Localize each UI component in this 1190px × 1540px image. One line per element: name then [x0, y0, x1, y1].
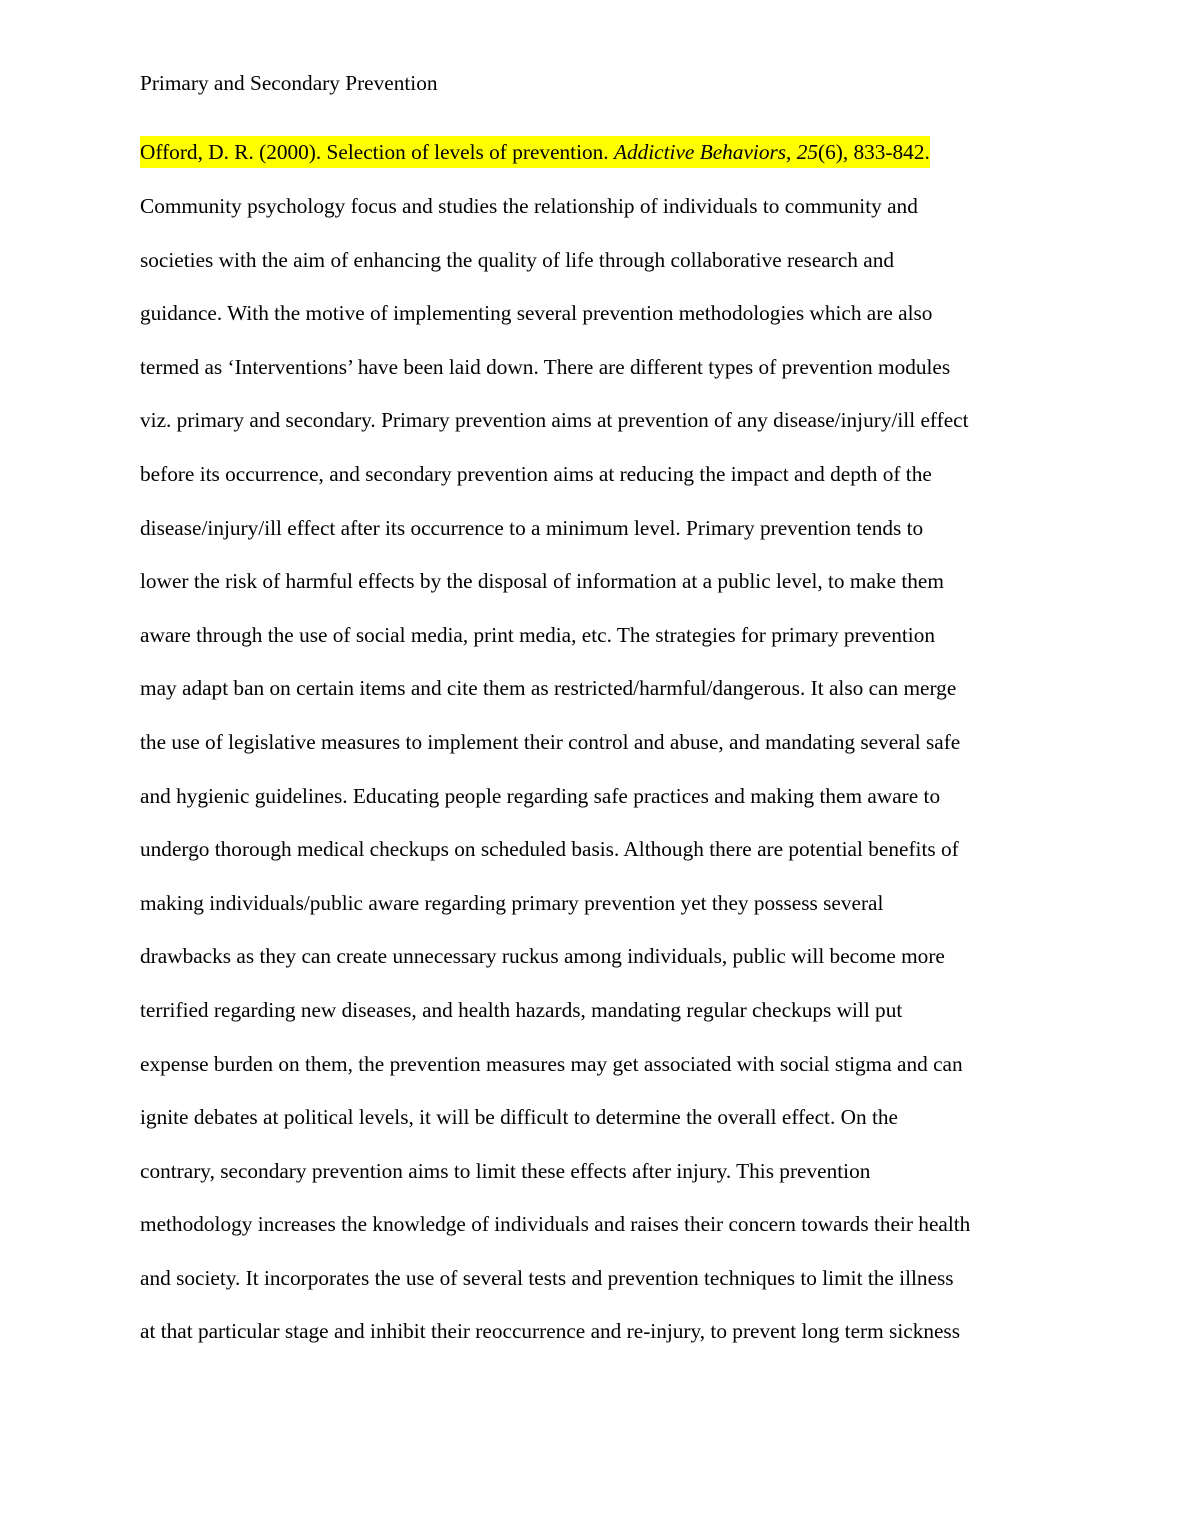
text-line: terrified regarding new diseases, and health hazards, mandating regular checkups will put: [140, 997, 903, 1022]
text-line: methodology increases the knowledge of individuals and raises their concern towards their health: [140, 1212, 971, 1237]
citation-journal: Addictive Behaviors: [613, 140, 787, 164]
reference-citation: [140, 126, 930, 180]
text-line: before its occurrence, and secondary prevention aims at reducing the impact and depth of the: [140, 461, 932, 486]
text-line: contrary, secondary prevention aims to limit these effects after injury. This prevention: [140, 1158, 871, 1183]
text-line: ignite debates at political levels, it will be difficult to determine the overall effect. On the: [140, 1105, 898, 1130]
text-line: may adapt ban on certain items and cite them as restricted/harmful/dangerous. It also can merge: [140, 676, 957, 701]
text-line: expense burden on them, the prevention measures may get associated with social stigma and can: [140, 1051, 963, 1076]
text-line: Community psychology focus and studies the relationship of individuals to community and: [140, 194, 918, 218]
text-line: guidance. With the motive of implementing several prevention methodologies which are also: [140, 301, 933, 326]
text-line: termed as ‘Interventions’ have been laid down. There are different types of prevention modules: [140, 354, 951, 379]
citation-separator: ,: [786, 140, 797, 164]
text-line: and society. It incorporates the use of several tests and prevention techniques to limit the illness: [140, 1265, 954, 1290]
text-line: drawbacks as they can create unnecessary ruckus among individuals, public will become more: [140, 944, 945, 969]
text-line: lower the risk of harmful effects by the disposal of information at a public level, to make them: [140, 569, 944, 594]
text-line: undergo thorough medical checkups on scheduled basis. Although there are potential benefits of: [140, 837, 959, 862]
text-line: at that particular stage and inhibit their reoccurrence and re-injury, to prevent long term sickness: [140, 1319, 961, 1344]
text-line: aware through the use of social media, print media, etc. The strategies for primary prevention: [140, 622, 936, 647]
citation-highlight: [140, 136, 930, 168]
text-line: viz. primary and secondary. Primary prevention aims at prevention of any disease/injury/ill effect: [140, 408, 969, 433]
text-line: the use of legislative measures to implement their control and abuse, and mandating several safe: [140, 729, 961, 754]
text-line: and hygienic guidelines. Educating people regarding safe practices and making them aware to: [140, 783, 941, 808]
citation-issue-pages: (6), 833-842.: [818, 140, 930, 164]
body-paragraph: [140, 180, 1060, 1359]
text-line: making individuals/public aware regarding primary prevention yet they possess several: [140, 890, 884, 915]
citation-authors-title: Offord, D. R. (2000). Selection of levels of prevention.: [140, 140, 614, 164]
text-line: disease/injury/ill effect after its occurrence to a minimum level. Primary prevention tends to: [140, 515, 924, 540]
text-line: societies with the aim of enhancing the quality of life through collaborative research and: [140, 247, 895, 272]
running-header: Primary and Secondary Prevention: [140, 71, 438, 95]
citation-volume: 25: [796, 140, 818, 164]
